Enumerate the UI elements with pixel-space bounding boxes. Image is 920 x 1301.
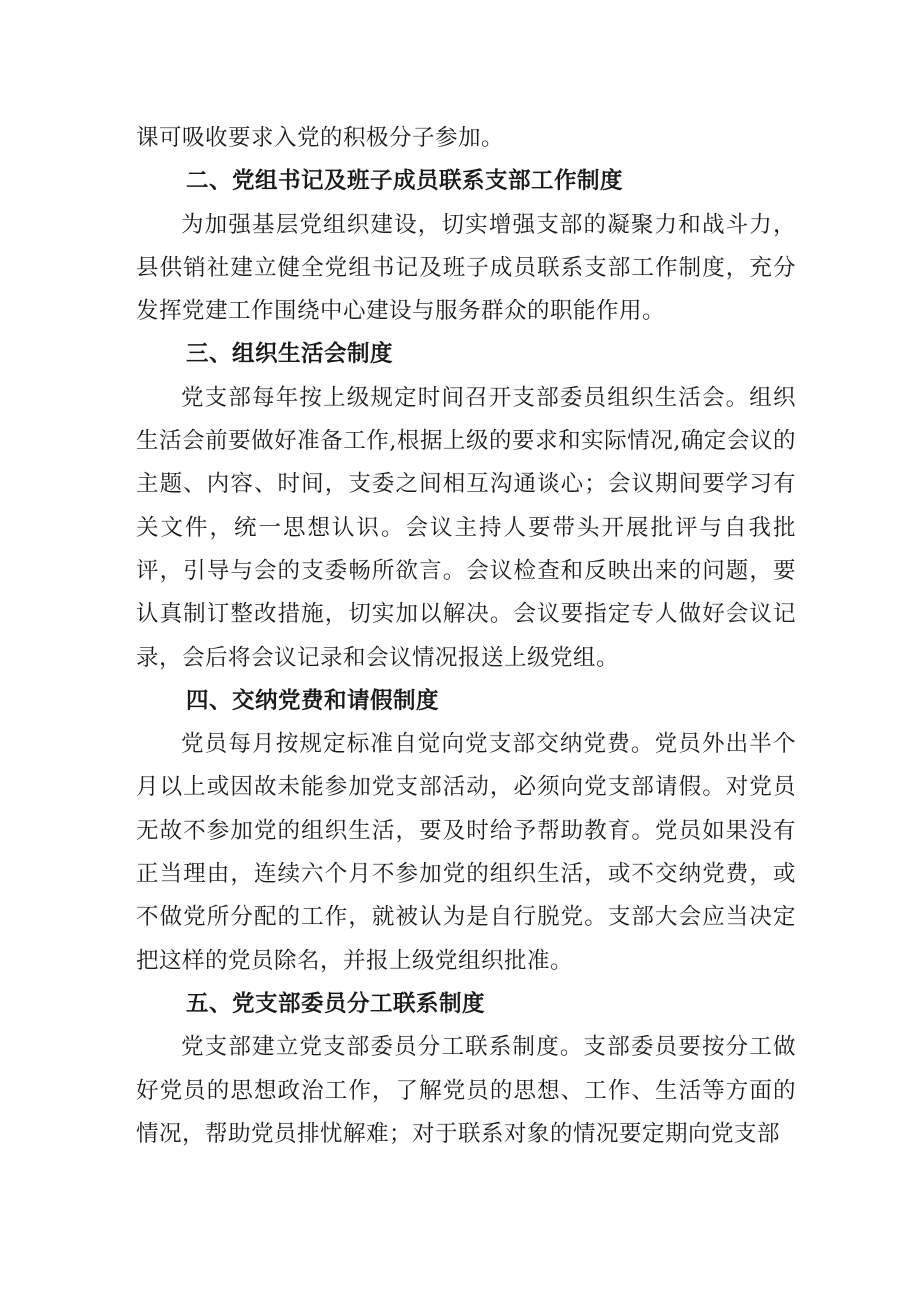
heading-organizational-life-meeting: 三、组织生活会制度 [186, 341, 394, 368]
heading-party-dues-leave: 四、交纳党费和请假制度 [186, 687, 440, 714]
paragraph-secretary-contact-system: 为加强基层党组织建设，切实增强支部的凝聚力和战斗力，县供销社建立健全党组书记及班子成员联系支部工作制度，充分发挥党建工作围绕中心建设与服务群众的职能作用。 [136, 211, 796, 325]
paragraph-party-dues-leave: 党员每月按规定标准自觉向党支部交纳党费。党员外出半个月以上或因故未能参加党支部活动，必须向党支部请假。对党员无故不参加党的组织生活，要及时给予帮助教育。党员如果没有正当理由，连续六个月不参加党的组织生活，或不交纳党费，或不做党所分配的工作，就被认为是自行脱党。支部大会应当决定把这样的党员除名，并报上级党组织批准。 [136, 731, 796, 974]
paragraph-continuation: 课可吸收要求入党的积极分子参加。 [136, 125, 505, 151]
heading-committee-division-contact: 五、党支部委员分工联系制度 [186, 990, 486, 1017]
heading-secretary-contact-system: 二、党组书记及班子成员联系支部工作制度 [186, 168, 624, 195]
paragraph-committee-division-contact: 党支部建立党支部委员分工联系制度。支部委员要按分工做好党员的思想政治工作，了解党员的思想、工作、生活等方面的情况，帮助党员排忧解难；对于联系对象的情况要定期向党支部 [136, 1034, 796, 1147]
document-page [136, 117, 796, 1156]
paragraph-organizational-life-meeting: 党支部每年按上级规定时间召开支部委员组织生活会。组织生活会前要做好准备工作,根据上级的要求和实际情况,确定会议的主题、内容、时间，支委之间相互沟通谈心；会议期间要学习有关文件，统一思想认识。会议主持人要带头开展批评与自我批评，引导与会的支委畅所欲言。会议检查和反映出来的问题，要认真制订整改措施，切实加以解决。会议要指定专人做好会议记录，会后将会议记录和会议情况报送上级党组。 [136, 384, 796, 671]
